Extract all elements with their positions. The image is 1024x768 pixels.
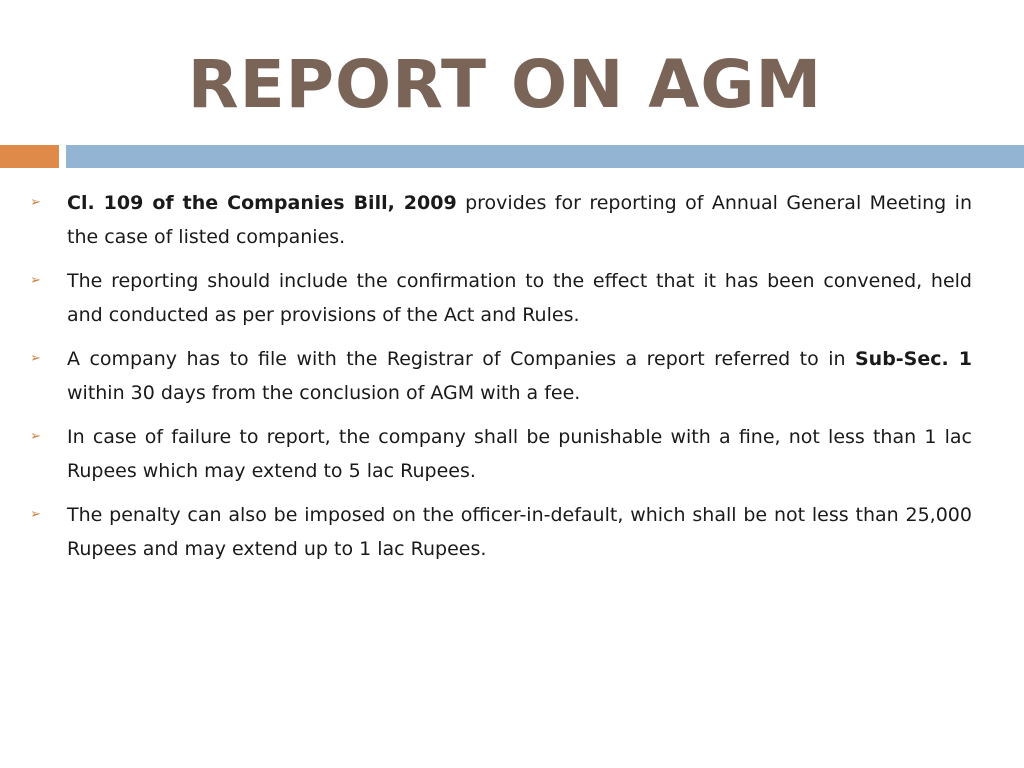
bullet-text: A company has to file with the Registrar of Companies a report referred to in [67,348,855,370]
bullet-text: provides for reporting of Annual General Meeting in the case of listed companies. [67,192,972,248]
arrow-bullet-icon: ➢ [30,507,41,522]
bullet-bold-text: Cl. 109 of the Companies Bill, 2009 [67,192,457,214]
arrow-bullet-icon: ➢ [30,195,41,210]
accent-bar-left [0,145,59,168]
bullet-item [30,420,972,488]
bullet-item [30,342,972,410]
arrow-bullet-icon: ➢ [30,351,41,366]
arrow-bullet-icon: ➢ [30,273,41,288]
bullet-bold-text: Sub-Sec. 1 [854,348,972,370]
bullet-item [30,186,972,254]
bullet-list [30,186,972,576]
bullet-item [30,498,972,566]
bullet-text: In case of failure to report, the company shall be punishable with a fine, not less than 1 lac Rupees which may extend to 5 lac Rupees. [67,426,972,482]
arrow-bullet-icon: ➢ [30,429,41,444]
slide-title: REPORT ON AGM [187,46,823,123]
bullet-text: The penalty can also be imposed on the officer-in-default, which shall be not less than 25,000 Rupees and may extend up to 1 lac Rupees. [67,504,972,560]
bullet-text: The reporting should include the confirmation to the effect that it has been convened, held and conducted as per provisions of the Act and Rules. [67,270,972,326]
bullet-text: within 30 days from the conclusion of AGM with a fee. [67,382,581,404]
bullet-item [30,264,972,332]
accent-bar-right [66,145,1024,168]
